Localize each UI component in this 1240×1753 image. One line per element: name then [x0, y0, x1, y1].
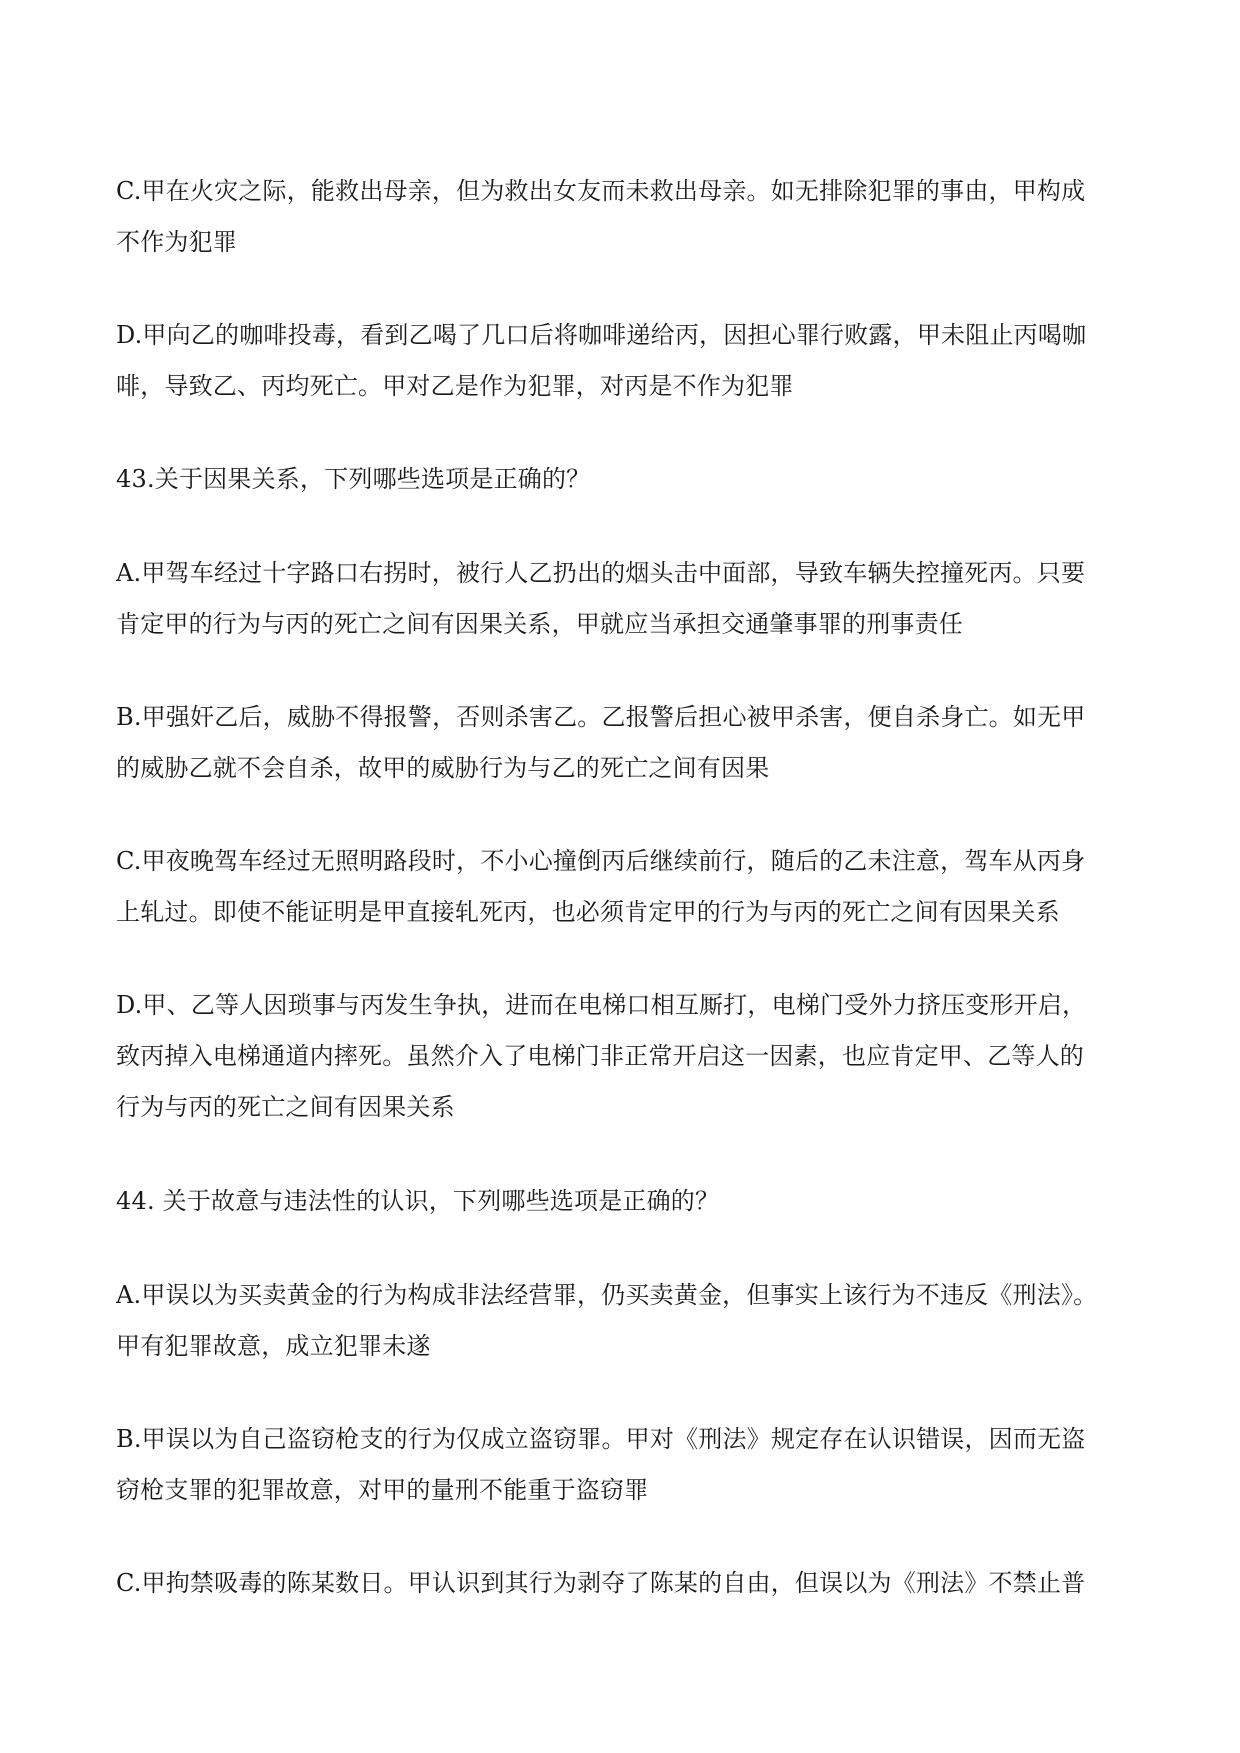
q43-option-a-line-1: A.甲驾车经过十字路口右拐时，被行人乙扔出的烟头击中面部，导致车辆失控撞死丙。只要 [116, 559, 1086, 587]
option-c-line-1: C.甲在火灾之际，能救出母亲，但为救出女友而未救出母亲。如无排除犯罪的事由，甲构成 [116, 177, 1086, 205]
q43-option-c-line-2: 上轧过。即使不能证明是甲直接轧死丙，也必须肯定甲的行为与丙的死亡之间有因果关系 [116, 898, 1060, 926]
question-43: 43.关于因果关系，下列哪些选项是正确的？ [116, 465, 591, 493]
q44-option-b-line-1: B.甲误以为自己盗窃枪支的行为仅成立盗窃罪。甲对《刑法》规定存在认识错误，因而无盗 [116, 1425, 1086, 1453]
q43-option-d-line-1: D.甲、乙等人因琐事与丙发生争执，进而在电梯口相互厮打，电梯门受外力挤压变形开启， [116, 991, 1087, 1019]
q44-option-c-line-1: C.甲拘禁吸毒的陈某数日。甲认识到其行为剥夺了陈某的自由，但误以为《刑法》不禁止普 [116, 1569, 1086, 1597]
q43-option-d-line-3: 行为与丙的死亡之间有因果关系 [116, 1093, 455, 1121]
q43-option-b-line-1: B.甲强奸乙后，威胁不得报警，否则杀害乙。乙报警后担心被甲杀害，便自杀身亡。如无甲 [116, 703, 1086, 731]
question-44: 44. 关于故意与违法性的认识，下列哪些选项是正确的？ [116, 1187, 720, 1215]
q44-option-a-line-2: 甲有犯罪故意，成立犯罪未遂 [116, 1332, 431, 1360]
q43-option-a-line-2: 肯定甲的行为与丙的死亡之间有因果关系，甲就应当承担交通肇事罪的刑事责任 [116, 610, 963, 638]
option-d-line-1: D.甲向乙的咖啡投毒，看到乙喝了几口后将咖啡递给丙，因担心罪行败露，甲未阻止丙喝咖 [116, 321, 1087, 349]
q44-option-b-line-2: 窃枪支罪的犯罪故意，对甲的量刑不能重于盗窃罪 [116, 1476, 649, 1504]
option-d-line-2: 啡，导致乙、丙均死亡。甲对乙是作为犯罪，对丙是不作为犯罪 [116, 372, 794, 400]
q43-option-d-line-2: 致丙掉入电梯通道内摔死。虽然介入了电梯门非正常开启这一因素，也应肯定甲、乙等人的 [116, 1042, 1084, 1070]
q43-option-c-line-1: C.甲夜晚驾车经过无照明路段时，不小心撞倒丙后继续前行，随后的乙未注意，驾车从丙身 [116, 847, 1086, 875]
q43-option-b-line-2: 的威胁乙就不会自杀，故甲的威胁行为与乙的死亡之间有因果 [116, 754, 770, 782]
option-c-line-2: 不作为犯罪 [116, 228, 237, 256]
q44-option-a-line-1: A.甲误以为买卖黄金的行为构成非法经营罪，仍买卖黄金，但事实上该行为不违反《刑法》。 [116, 1281, 1098, 1309]
